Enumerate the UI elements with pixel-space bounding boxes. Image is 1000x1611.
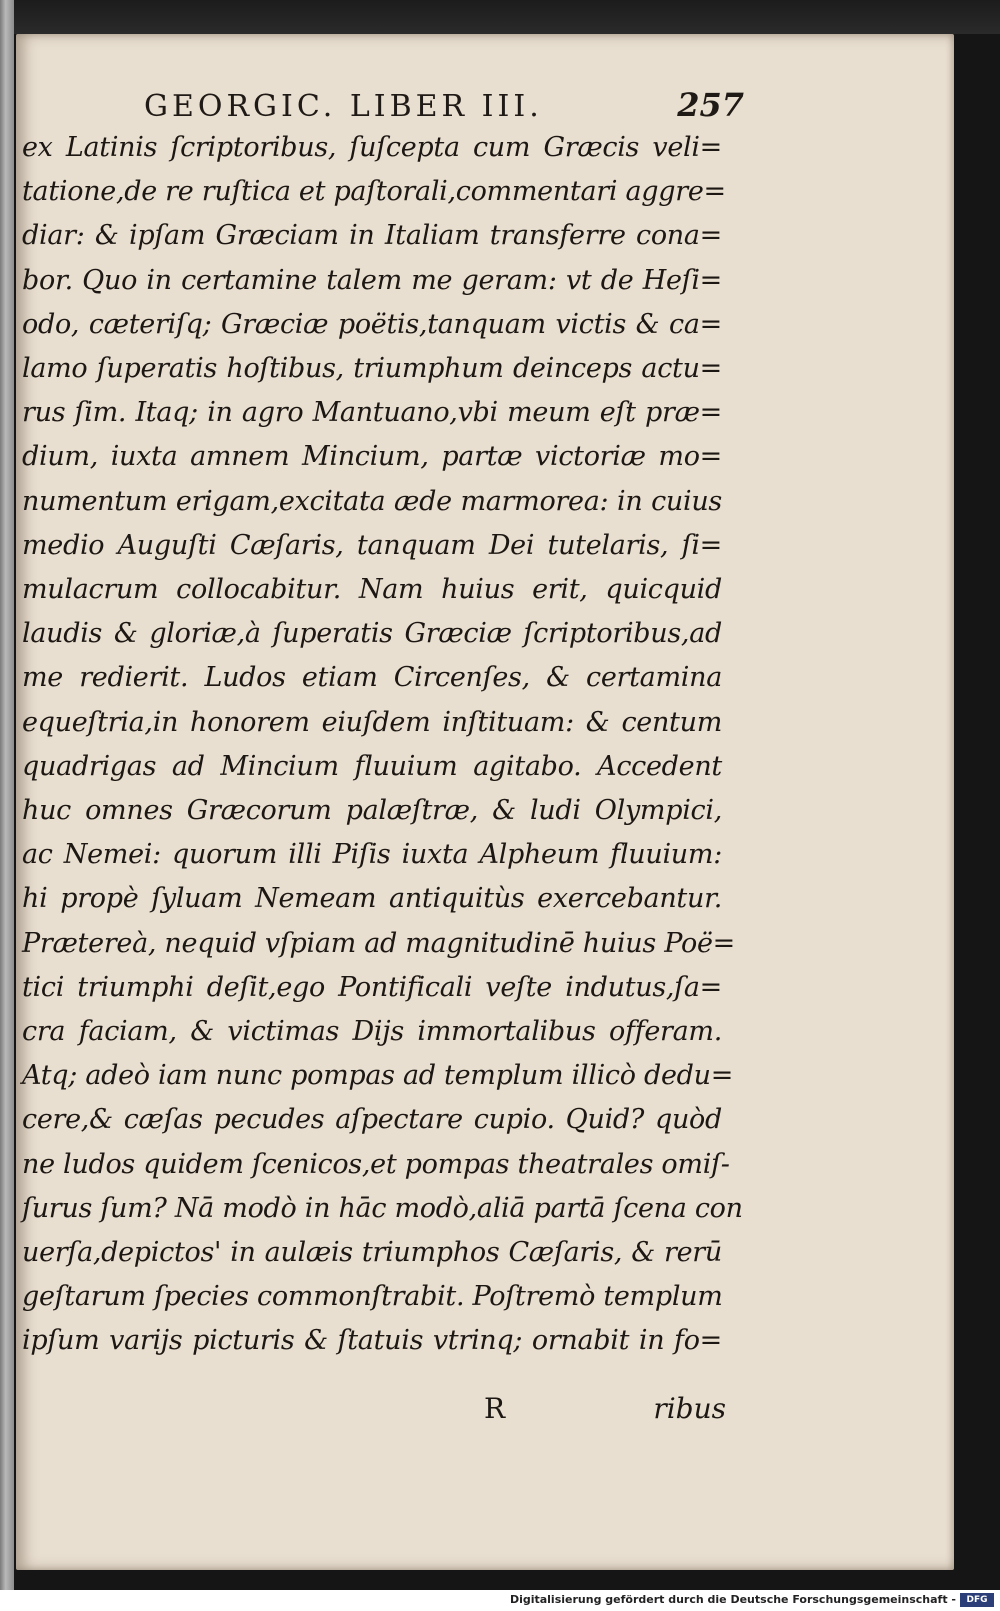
text-line: ex Latinis ſcriptoribus, ſuſcepta cum Græcis veli=	[22, 132, 722, 163]
text-line: numentum erigam,excitata æde marmorea: in cuius	[22, 485, 722, 517]
book-spine-edge	[0, 0, 14, 1611]
text-line: odo, cæteriſq; Græciæ poëtis,tanquam victis & ca=	[22, 308, 722, 340]
text-line: ac Nemei: quorum illi Piſis iuxta Alpheum fluuium:	[22, 839, 722, 871]
text-line: ipſum varijs picturis & ſtatuis vtrinq; ornabit in fo=	[22, 1325, 722, 1357]
page-number: 257	[677, 86, 744, 124]
book-page	[16, 34, 954, 1570]
catchword: ribus	[653, 1392, 726, 1425]
text-line: tici triumphi deſit,ego Pontificali veſte indutus,ſa=	[22, 971, 722, 1003]
text-line: laudis & gloriæ,à ſuperatis Græciæ ſcriptoribus,ad	[22, 618, 722, 650]
text-line: uerſa,depictos' in aulæis triumphos Cæſaris, & rerū	[22, 1237, 722, 1269]
running-title: GEORGIC. LIBER III.	[144, 89, 543, 124]
page-header	[144, 80, 744, 124]
text-line: lamo ſuperatis hoſtibus, triumphum deinceps actu=	[22, 353, 722, 385]
text-line: Prætereà, nequid vſpiam ad magnitudinē huius Poë=	[22, 927, 735, 959]
text-line: equeſtria,in honorem eiuſdem inſtituam: & centum	[22, 706, 722, 738]
body-text	[22, 126, 743, 1364]
text-line: diar: & ipſam Græciam in Italiam transferre cona=	[22, 220, 722, 252]
text-line: Atq; adeò iam nunc pompas ad templum illicò dedu=	[22, 1060, 734, 1092]
text-line: geſtarum ſpecies commonſtrabit. Poſtremò templum	[22, 1281, 723, 1313]
text-line: rus ſim. Itaq; in agro Mantuano,vbi meum eſt præ=	[22, 397, 722, 429]
page-foot	[36, 1392, 726, 1432]
signature-mark: R	[484, 1392, 506, 1425]
text-line: cere,& cæſas pecudes aſpectare cupio. Quid? quòd	[22, 1104, 722, 1136]
text-line: bor. Quo in certamine talem me geram: vt de Heſi=	[22, 264, 722, 296]
dfg-logo: DFG	[960, 1593, 994, 1607]
text-line: cra faciam, & victimas Dijs immortalibus offeram.	[22, 1016, 722, 1048]
text-line: me redierit. Ludos etiam Circenſes, & certamina	[22, 662, 722, 694]
text-line: hi propè ſyluam Nemeam antiquitùs exercebantur.	[22, 883, 722, 915]
text-line: quadrigas ad Mincium fluuium agitabo. Accedent	[22, 750, 722, 782]
text-line: mulacrum collocabitur. Nam huius erit, quicquid	[22, 574, 722, 606]
text-line: tatione,de re ruſtica et paſtorali,commentari aggre=	[22, 176, 726, 208]
text-line: dium, iuxta amnem Mincium, partæ victoriæ mo=	[22, 441, 722, 473]
text-line: ne ludos quidem ſcenicos,et pompas theatrales omiſ-	[22, 1148, 730, 1180]
text-line: huc omnes Græcorum palæſtræ, & ludi Olympici,	[22, 795, 722, 827]
digitization-footer	[0, 1590, 1000, 1611]
funding-credit: Digitalisierung gefördert durch die Deutsche Forschungsgemeinschaft -	[509, 1593, 956, 1606]
text-line: ſurus ſum? Nā modò in hāc modò,aliā partā ſcena con	[22, 1192, 743, 1224]
text-line: medio Auguſti Cæſaris, tanquam Dei tutelaris, ſi=	[22, 529, 722, 561]
scan-top-edge	[0, 0, 1000, 34]
